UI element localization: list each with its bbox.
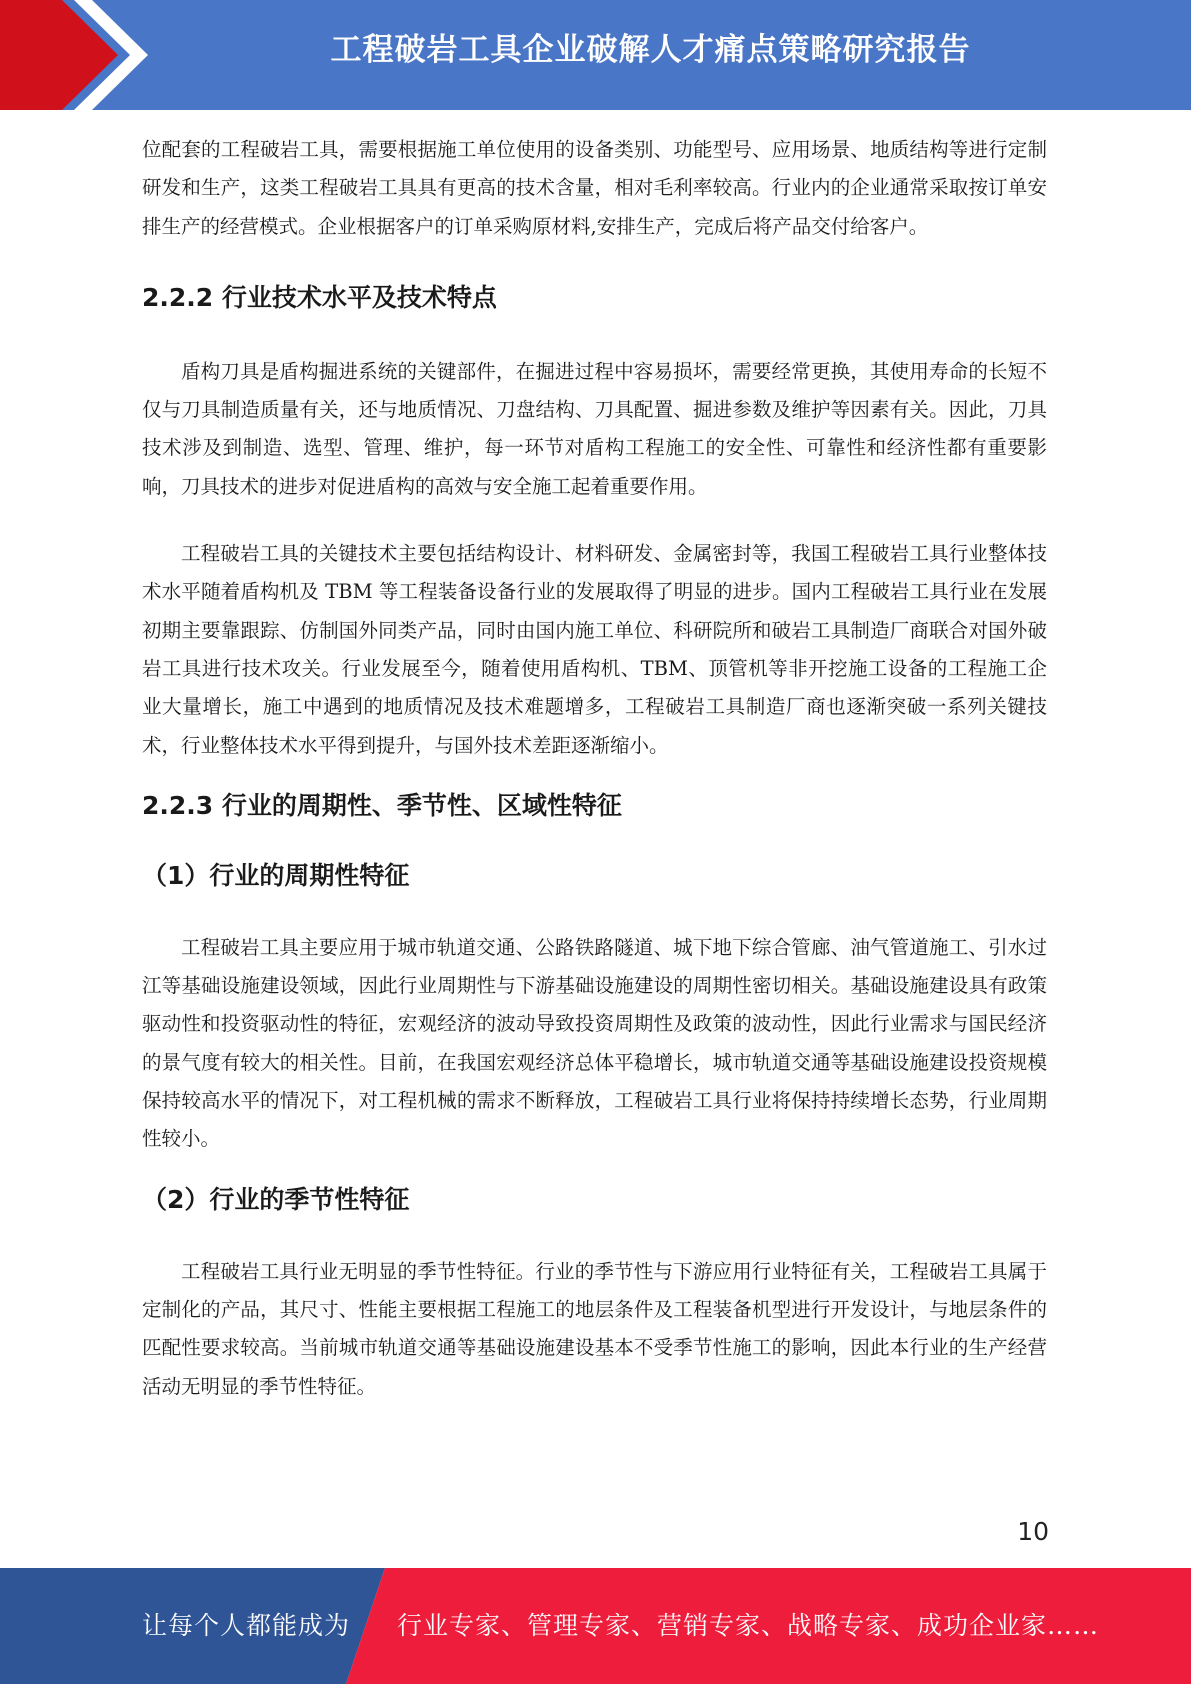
page-header [0, 0, 1191, 110]
page-footer [0, 1568, 1191, 1684]
paragraph-cutter-tools: 盾构刀具是盾构掘进系统的关键部件，在掘进过程中容易损坏，需要经常更换，其使用寿命的长短不仅与刀具制造质量有关，还与地质情况、刀盘结构、刀具配置、掘进参数及维护等因素有关。因此，刀具技术涉及到制造、选型、管理、维护，每一环节对盾构工程施工的安全性、可靠性和经济性都有重要影响，刀具技术的进步对促进盾构的高效与安全施工起着重要作用。 [142, 359, 1047, 498]
report-title: 工程破岩工具企业破解人才痛点策略研究报告 [330, 32, 971, 68]
document-body [142, 131, 1047, 1406]
section-heading-2-2-3: 2.2.3 行业的周期性、季节性、区域性特征 [142, 790, 622, 820]
section-heading-2-2-2: 2.2.2 行业技术水平及技术特点 [142, 282, 497, 312]
paragraph-seasonality: 工程破岩工具行业无明显的季节性特征。行业的季节性与下游应用行业特征有关，工程破岩工具属于定制化的产品，其尺寸、性能主要根据工程施工的地层条件及工程装备机型进行开发设计，与地层条件的匹配性要求较高。当前城市轨道交通等基础设施建设基本不受季节性施工的影响，因此本行业的生产经营活动无明显的季节性特征。 [142, 1259, 1047, 1398]
paragraph-cyclicality: 工程破岩工具主要应用于城市轨道交通、公路铁路隧道、城下地下综合管廊、油气管道施工、引水过江等基础设施建设领域，因此行业周期性与下游基础设施建设的周期性密切相关。基础设施建设具有政策驱动性和投资驱动性的特征，宏观经济的波动导致投资周期性及政策的波动性，因此行业需求与国民经济的景气度有较大的相关性。目前，在我国宏观经济总体平稳增长，城市轨道交通等基础设施建设投资规模保持较高水平的情况下，对工程机械的需求不断释放，工程破岩工具行业将保持持续增长态势，行业周期性较小。 [142, 935, 1047, 1151]
header-arrow-decoration [0, 0, 160, 110]
subheading-cyclicality: （1）行业的周期性特征 [142, 860, 410, 890]
footer-slogan-right: 行业专家、管理专家、营销专家、战略专家、成功企业家…… [397, 1611, 1100, 1640]
footer-slogan-left: 让每个人都能成为 [142, 1611, 351, 1640]
intro-paragraph: 位配套的工程破岩工具，需要根据施工单位使用的设备类别、功能型号、应用场景、地质结构等进行定制研发和生产，这类工程破岩工具具有更高的技术含量，相对毛利率较高。行业内的企业通常采取按订单安排生产的经营模式。企业根据客户的订单采购原材料,安排生产，完成后将产品交付给客户。 [142, 138, 1047, 238]
page-number: 10 [1017, 1517, 1049, 1546]
subheading-seasonality: （2）行业的季节性特征 [142, 1184, 410, 1214]
paragraph-key-technologies: 工程破岩工具的关键技术主要包括结构设计、材料研发、金属密封等，我国工程破岩工具行业整体技术水平随着盾构机及 TBM 等工程装备设备行业的发展取得了明显的进步。国内工程破岩工具行业在发展初期主要靠跟踪、仿制国外同类产品，同时由国内施工单位、科研院所和破岩工具制造厂商联合对国外破岩工具进行技术攻关。行业发展至今，随着使用盾构机、TBM、顶管机等非开挖施工设备的工程施工企业大量增长，施工中遇到的地质情况及技术难题增多，工程破岩工具制造厂商也逐渐突破一系列关键技术，行业整体技术水平得到提升，与国外技术差距逐渐缩小。 [142, 542, 1047, 757]
